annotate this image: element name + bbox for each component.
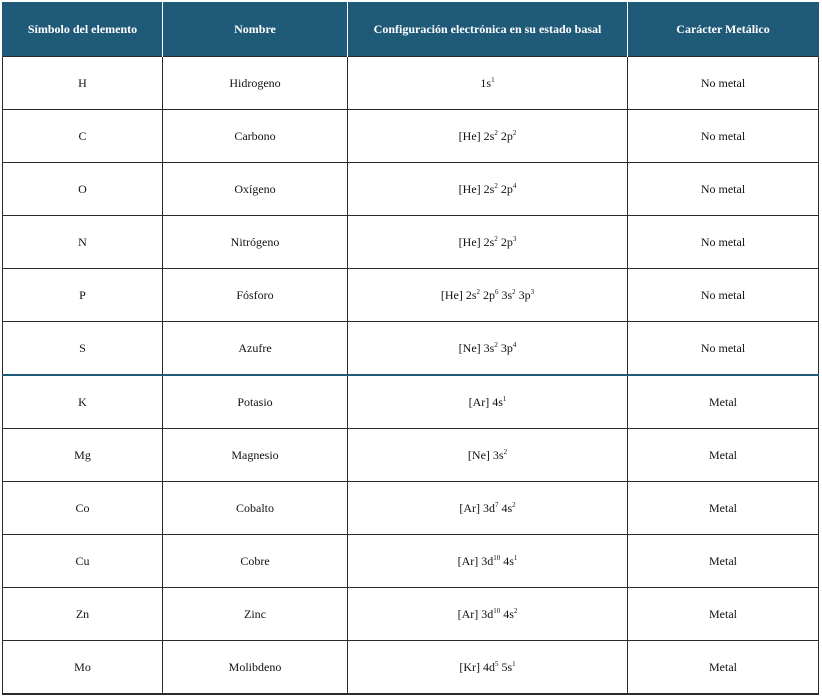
- cell-name: Nitrógeno: [163, 216, 348, 269]
- config-superscript: 1: [502, 394, 507, 403]
- table-row: [3, 216, 819, 269]
- config-superscript: 4: [512, 181, 517, 190]
- cell-name: Cobalto: [163, 482, 348, 535]
- cell-configuration: [348, 216, 628, 269]
- header-configuration: Configuración electrónica en su estado basal: [348, 2, 628, 57]
- cell-configuration: [348, 375, 628, 429]
- config-superscript: 1: [513, 553, 518, 562]
- config-superscript: 2: [512, 287, 516, 296]
- config-superscript: 10: [493, 553, 501, 562]
- table-row: [3, 163, 819, 216]
- config-text: [Ne] 3s: [458, 340, 495, 355]
- config-text: 4s: [500, 553, 514, 568]
- config-text: [Ne] 3s: [467, 447, 504, 462]
- cell-name: Cobre: [163, 535, 348, 588]
- config-superscript: 2: [494, 128, 498, 137]
- config-superscript: 6: [494, 287, 499, 296]
- config-text: 2p: [479, 287, 495, 302]
- config-text: 3p: [497, 340, 513, 355]
- config-superscript: 5: [494, 659, 499, 668]
- config-superscript: 7: [494, 500, 499, 509]
- cell-metallic-character: Metal: [628, 482, 819, 535]
- table-header: [3, 2, 819, 57]
- table-row: [3, 269, 819, 322]
- config-text: 2p: [497, 128, 513, 143]
- table-row: [3, 535, 819, 588]
- table-row: [3, 375, 819, 429]
- config-text: [Ar] 4s: [468, 394, 503, 409]
- header-symbol: Símbolo del elemento: [3, 2, 163, 57]
- cell-symbol: Cu: [3, 535, 163, 588]
- cell-metallic-character: Metal: [628, 588, 819, 641]
- cell-symbol: Mo: [3, 641, 163, 695]
- table-row: [3, 429, 819, 482]
- cell-symbol: H: [3, 57, 163, 110]
- table-row: [3, 110, 819, 163]
- cell-configuration: [348, 429, 628, 482]
- cell-configuration: [348, 322, 628, 376]
- cell-symbol: Zn: [3, 588, 163, 641]
- config-superscript: 10: [493, 606, 501, 615]
- elements-table-container: [2, 2, 818, 695]
- cell-name: Azufre: [163, 322, 348, 376]
- cell-configuration: [348, 57, 628, 110]
- config-text: [He] 2s: [458, 181, 495, 196]
- table-row: [3, 588, 819, 641]
- config-text: 4s: [498, 500, 513, 515]
- cell-metallic-character: No metal: [628, 163, 819, 216]
- config-superscript: 2: [476, 287, 480, 296]
- cell-configuration: [348, 482, 628, 535]
- config-text: 2p: [497, 234, 513, 249]
- cell-symbol: N: [3, 216, 163, 269]
- config-text: 3p: [515, 287, 531, 302]
- config-text: [He] 2s: [458, 234, 495, 249]
- cell-configuration: [348, 163, 628, 216]
- cell-name: Magnesio: [163, 429, 348, 482]
- cell-symbol: Mg: [3, 429, 163, 482]
- cell-metallic-character: No metal: [628, 216, 819, 269]
- table-row: [3, 322, 819, 376]
- config-superscript: 1: [512, 659, 516, 668]
- config-superscript: 2: [494, 340, 498, 349]
- config-superscript: 1: [491, 75, 495, 84]
- header-metallic-character: Carácter Metálico: [628, 2, 819, 57]
- cell-name: Zinc: [163, 588, 348, 641]
- config-text: [Ar] 3d: [457, 553, 494, 568]
- cell-name: Fósforo: [163, 269, 348, 322]
- cell-configuration: [348, 641, 628, 695]
- config-superscript: 3: [530, 287, 535, 296]
- cell-symbol: C: [3, 110, 163, 163]
- cell-configuration: [348, 110, 628, 163]
- cell-metallic-character: No metal: [628, 322, 819, 376]
- table-row: [3, 57, 819, 110]
- config-text: [He] 2s: [458, 128, 495, 143]
- cell-name: Oxígeno: [163, 163, 348, 216]
- config-text: 1s: [480, 75, 492, 90]
- cell-metallic-character: No metal: [628, 110, 819, 163]
- cell-metallic-character: Metal: [628, 429, 819, 482]
- config-text: [Ar] 3d: [457, 606, 494, 621]
- config-text: [He] 2s: [440, 287, 477, 302]
- config-text: 2p: [497, 181, 513, 196]
- header-name: Nombre: [163, 2, 348, 57]
- cell-name: Molibdeno: [163, 641, 348, 695]
- config-text: 3s: [498, 287, 513, 302]
- cell-name: Potasio: [163, 375, 348, 429]
- config-text: [Kr] 4d: [459, 659, 495, 674]
- cell-symbol: O: [3, 163, 163, 216]
- config-superscript: 2: [494, 234, 498, 243]
- config-superscript: 2: [494, 181, 498, 190]
- config-superscript: 2: [513, 606, 518, 615]
- cell-symbol: S: [3, 322, 163, 376]
- cell-name: Hidrogeno: [163, 57, 348, 110]
- config-superscript: 3: [512, 234, 517, 243]
- cell-symbol: P: [3, 269, 163, 322]
- table-row: [3, 482, 819, 535]
- config-superscript: 4: [512, 340, 517, 349]
- cell-metallic-character: Metal: [628, 535, 819, 588]
- header-row: [3, 2, 819, 57]
- cell-metallic-character: No metal: [628, 57, 819, 110]
- config-text: 5s: [498, 659, 513, 674]
- cell-configuration: [348, 588, 628, 641]
- cell-configuration: [348, 269, 628, 322]
- cell-metallic-character: Metal: [628, 641, 819, 695]
- table-body: [3, 57, 819, 695]
- cell-symbol: Co: [3, 482, 163, 535]
- table-row: [3, 641, 819, 695]
- config-superscript: 2: [512, 500, 516, 509]
- config-text: [Ar] 3d: [459, 500, 495, 515]
- cell-metallic-character: No metal: [628, 269, 819, 322]
- config-superscript: 2: [503, 447, 508, 456]
- config-superscript: 2: [512, 128, 517, 137]
- cell-metallic-character: Metal: [628, 375, 819, 429]
- cell-configuration: [348, 535, 628, 588]
- config-text: 4s: [500, 606, 514, 621]
- cell-symbol: K: [3, 375, 163, 429]
- elements-table: [2, 2, 819, 695]
- cell-name: Carbono: [163, 110, 348, 163]
